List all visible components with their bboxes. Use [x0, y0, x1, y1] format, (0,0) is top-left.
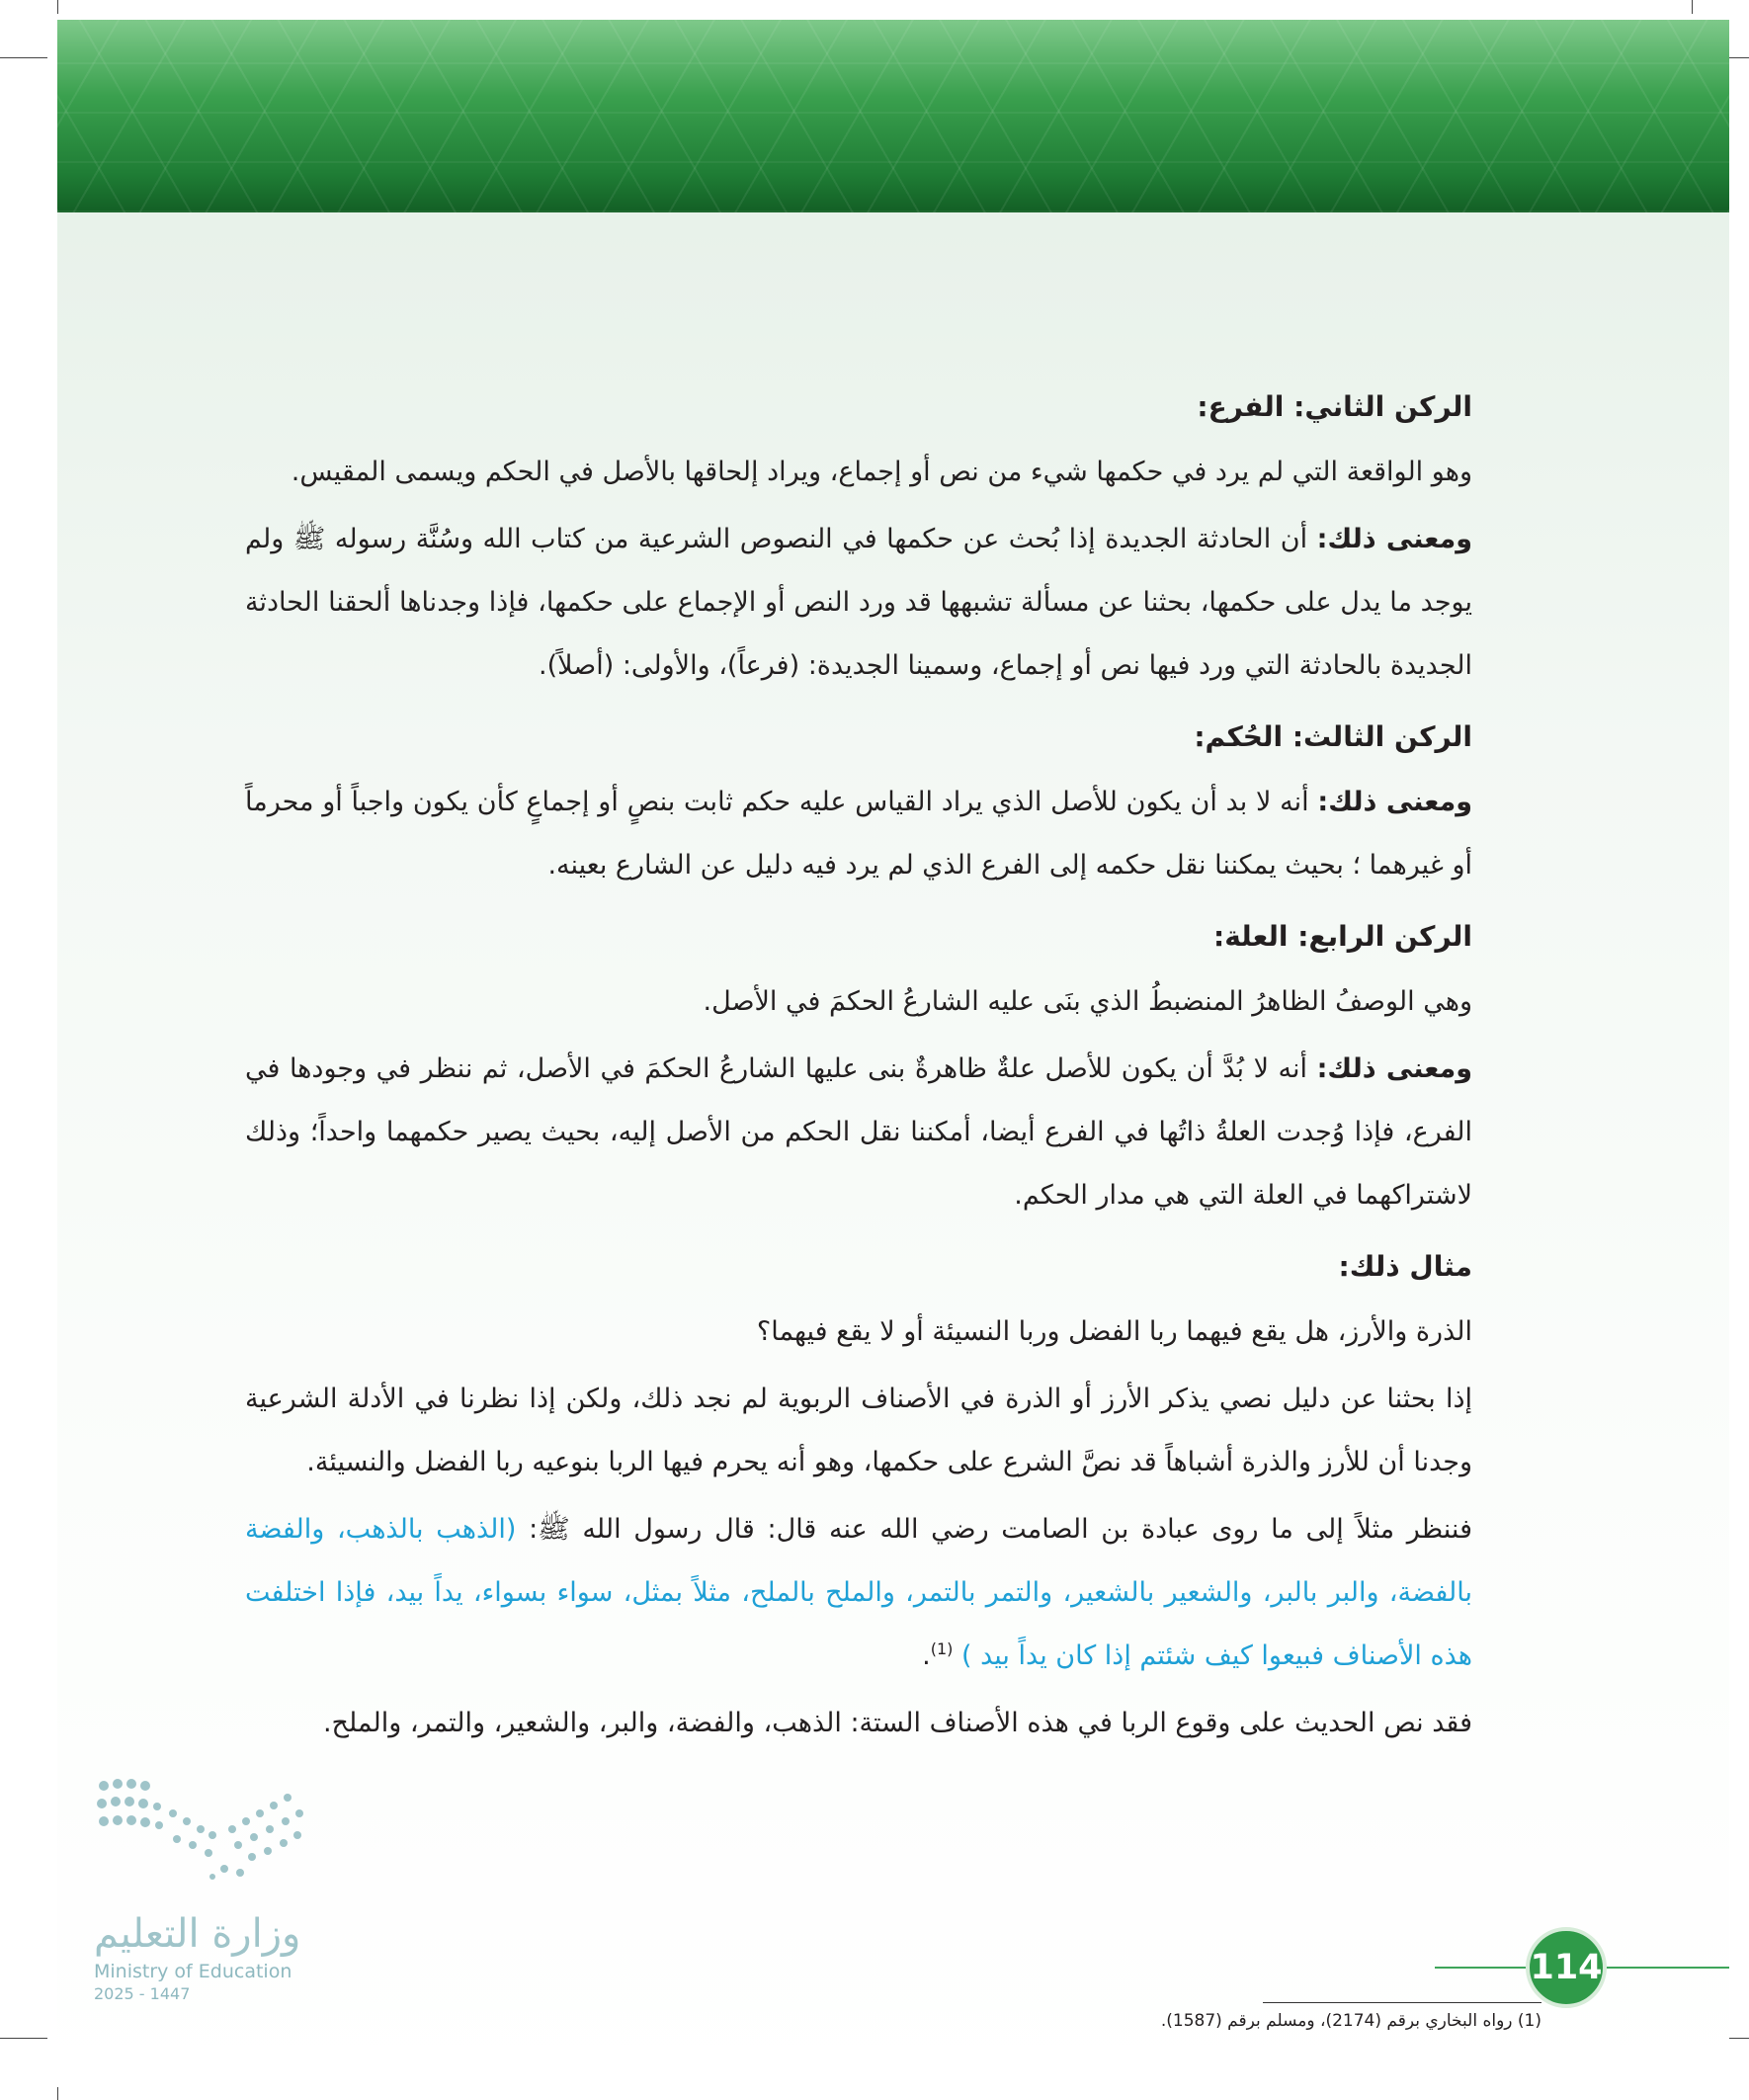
crop-mark: [1729, 57, 1749, 58]
header-banner: [57, 20, 1729, 212]
paragraph-text: .: [922, 1640, 931, 1671]
section-heading: الركن الثالث: الحُكم:: [1194, 720, 1472, 753]
footnote: (1) رواه البخاري برقم (2174)، ومسلم برقم (1587).: [1160, 2011, 1541, 2031]
paragraph: [245, 508, 1472, 698]
lead-phrase: ومعنى ذلك:: [1317, 787, 1472, 817]
ministry-name-english: Ministry of Education: [94, 1961, 292, 1982]
section-heading: مثال ذلك:: [1338, 1250, 1472, 1283]
paragraph: الذرة والأرز، هل يقع فيهما ربا الفضل وربا النسيئة أو لا يقع فيهما؟: [756, 1316, 1472, 1347]
paragraph: فقد نص الحديث على وقوع الربا في هذه الأصناف الستة: الذهب، والفضة، والبر، والشعير، والتمر، والملح.: [322, 1708, 1472, 1738]
page-number: 114: [1526, 1927, 1607, 2008]
paragraph: وهي الوصفُ الظاهرُ المنضبطُ الذي بنَى عليه الشارعُ الحكمَ في الأصل.: [703, 986, 1472, 1017]
hadith-quote: (الذهب بالذهب، والفضة بالفضة، والبر بالبر، والشعير بالشعير، والتمر بالتمر، والملح بالملح، مثلاً بمثل، سواء بسواء، يداً بيد، فإذا اختلفت هذه الأصناف فبيعوا كيف شئتم إذا كان يداً بيد ): [245, 1514, 1472, 1671]
crop-mark: [0, 57, 47, 58]
paragraph-text: أنه لا بد أن يكون للأصل الذي يراد القياس عليه حكم ثابت بنصٍ أو إجماعٍ كأن يكون واجباً أو محرماً أو غيرهما ؛ بحيث يمكننا نقل حكمه إلى الفرع الذي لم يرد فيه دليل عن الشارع بعينه.: [245, 787, 1472, 881]
crop-mark: [57, 0, 58, 14]
paragraph: إذا بحثنا عن دليل نصي يذكر الأرز أو الذرة في الأصناف الربوية لم نجد ذلك، ولكن إذا نظرنا في الأدلة الشرعية وجدنا أن للأرز والذرة أشباهاً قد نصَّ الشرع على حكمها، وهو أنه يحرم فيها الربا بنوعيه ربا الفضل والنسيئة.: [245, 1384, 1472, 1477]
crop-mark: [1692, 0, 1693, 14]
paragraph: [245, 1498, 1472, 1688]
crop-mark: [1729, 2038, 1749, 2039]
lead-phrase: ومعنى ذلك:: [1316, 1053, 1473, 1084]
ministry-name-arabic: وزارة التعليم: [94, 1911, 301, 1957]
footnote-divider: [1263, 2002, 1541, 2003]
section-heading: الركن الرابع: العلة:: [1213, 920, 1472, 953]
crop-mark: [57, 2087, 58, 2100]
crop-mark: [0, 2038, 47, 2039]
page-number-line: [1435, 1967, 1526, 1969]
ministry-year: 2025 - 1447: [94, 1984, 191, 2003]
footnote-ref[interactable]: (1): [930, 1639, 954, 1658]
section-heading: الركن الثاني: الفرع:: [1197, 390, 1472, 423]
paragraph-text: فننظر مثلاً إلى ما روى عبادة بن الصامت رضي الله عنه قال: قال رسول الله ﷺ:: [529, 1514, 1472, 1545]
page-number-line: [1607, 1967, 1729, 1969]
paragraph-text: أن الحادثة الجديدة إذا بُحث عن حكمها في النصوص الشرعية من كتاب الله وسُنَّة رسوله ﷺ ولم يوجد ما يدل على حكمها، بحثنا عن مسألة تشبهها قد ورد النص أو الإجماع على حكمها، فإذا وجدناها ألحقنا الحادثة الجديدة بالحادثة التي ورد فيها نص أو إجماع، وسمينا الجديدة: (فرعاً)، والأولى: (أصلاً).: [245, 524, 1472, 681]
lesson-body: [245, 368, 1472, 1759]
paragraph-text: أنه لا بُدَّ أن يكون للأصل علةٌ ظاهرةٌ بنى عليها الشارعُ الحكمَ في الأصل، ثم ننظر في وجودها في الفرع، فإذا وُجدت العلةُ ذاتُها في الفرع أيضا، أمكننا نقل الحكم من الأصل إليه، بحيث يصير حكمهما واحداً؛ وذلك لاشتراكهما في العلة التي هي مدار الحكم.: [245, 1053, 1472, 1211]
paragraph: [245, 771, 1472, 897]
paragraph: [245, 1038, 1472, 1227]
lead-phrase: ومعنى ذلك:: [1316, 524, 1472, 554]
ministry-logo-icon: [94, 1774, 311, 1892]
paragraph: وهو الواقعة التي لم يرد في حكمها شيء من نص أو إجماع، ويراد إلحاقها بالأصل في الحكم ويسمى المقيس.: [291, 457, 1472, 487]
